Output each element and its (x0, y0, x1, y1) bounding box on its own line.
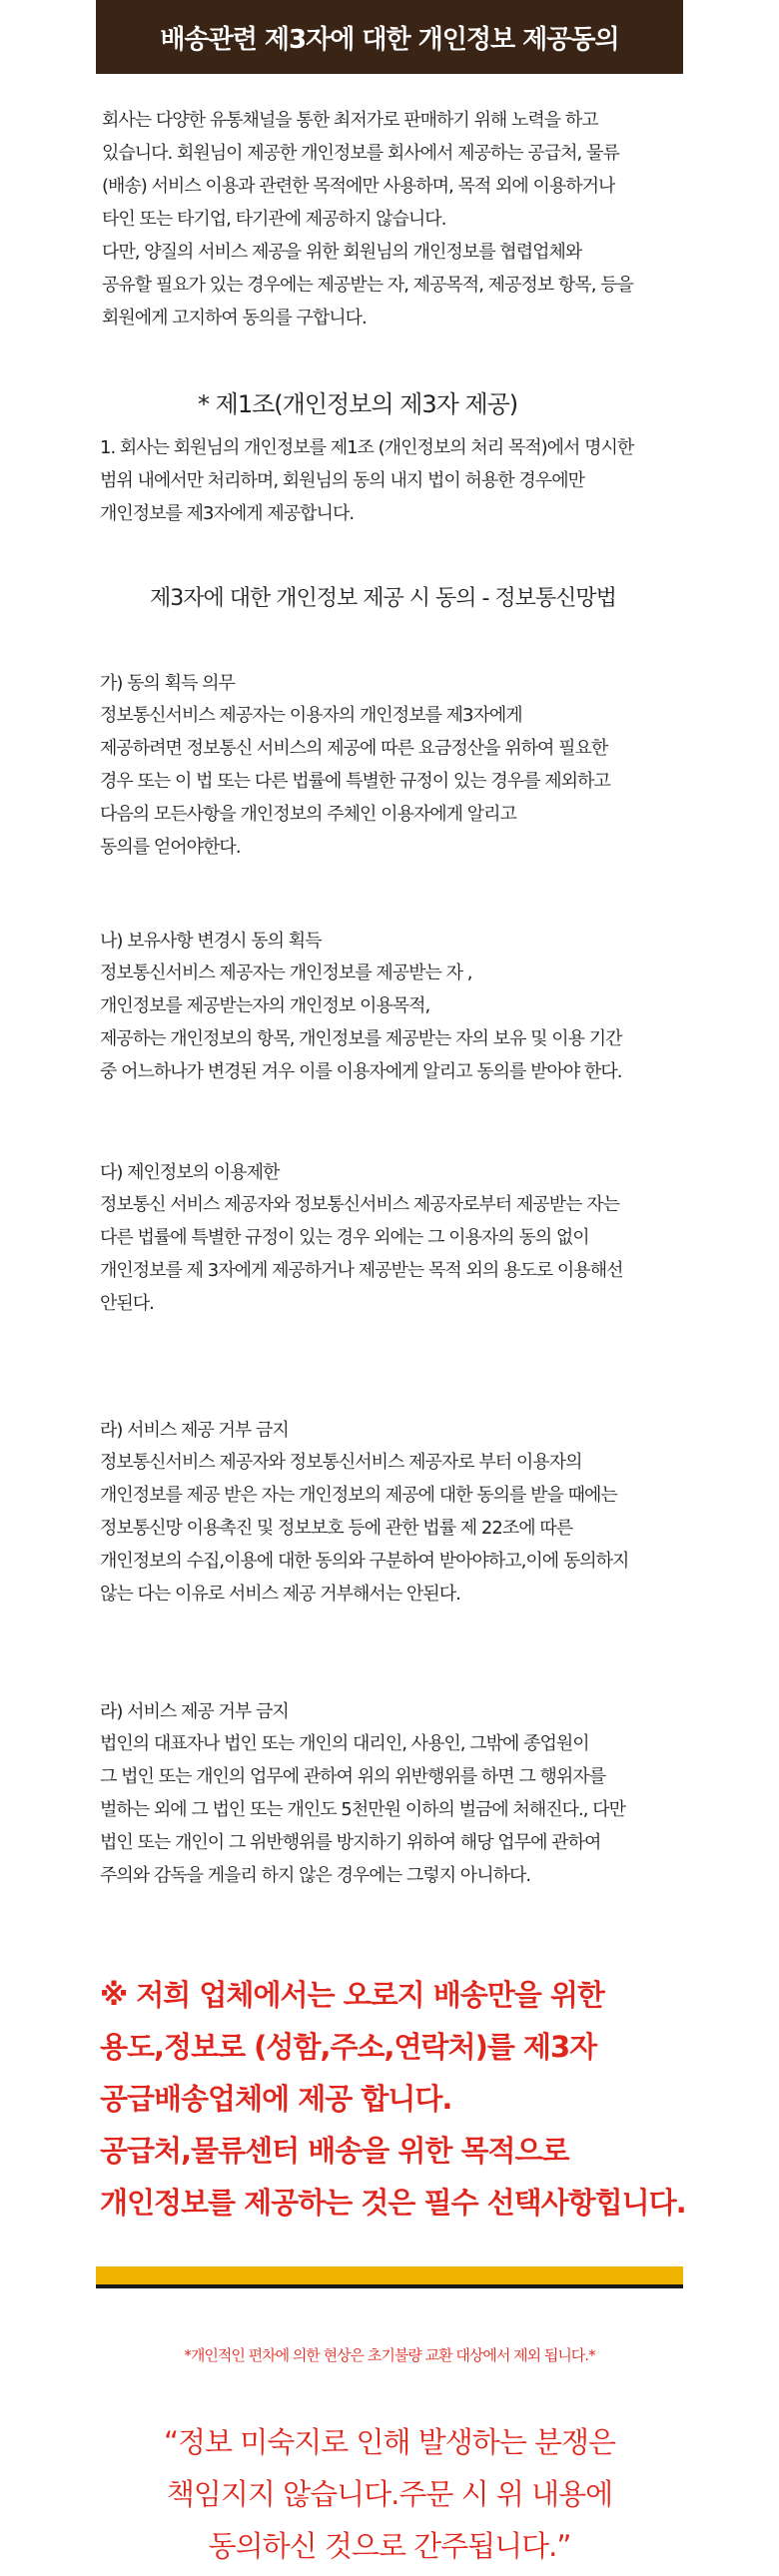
intro-line: 회사는 다양한 유통채널을 통한 최저가로 판매하기 위해 노력을 하고 (102, 110, 598, 131)
article1-line: 1. 회사는 회원님의 개인정보를 제1조 (개인정보의 처리 목적)에서 명시한 (100, 437, 634, 458)
divider-bar (96, 2266, 683, 2288)
intro-line: (배송) 서비스 이용과 관련한 목적에만 사용하며, 목적 외에 이용하거나 (102, 176, 615, 197)
notice-line: 공급배송업체에 제공 합니다. (100, 2082, 452, 2116)
section-d-title: 라) 서비스 제공 거부 금지 (100, 1420, 289, 1441)
section-b-line: 개인정보를 제공받는자의 개인정보 이용목적, (100, 995, 430, 1016)
notice-line: 개인정보를 제공하는 것은 필수 선택사항힙니다. (100, 2186, 686, 2220)
section-e-body (100, 1727, 625, 1892)
section-d-line: 개인정보를 제공 받은 자는 개인정보의 제공에 대한 동의를 받을 때에는 (100, 1485, 617, 1506)
section-b-line: 중 어느하나가 변경된 겨우 이를 이용자에게 알리고 동의를 받아야 한다. (100, 1061, 622, 1082)
section-c-line: 안된다. (100, 1293, 154, 1314)
section-a-line: 경우 또는 이 법 또는 다른 법률에 특별한 규정이 있는 경우를 제외하고 (100, 771, 610, 792)
section-c-line: 정보통신 서비스 제공자와 정보통신서비스 제공자로부터 제공받는 자는 (100, 1194, 619, 1215)
section-a-line: 다음의 모든사항을 개인정보의 주체인 이용자에게 알리고 (100, 804, 516, 825)
intro-line: 다만, 양질의 서비스 제공을 위한 회원님의 개인정보를 협렵업체와 (102, 242, 582, 263)
section-a-line: 정보통신서비스 제공자는 이용자의 개인정보를 제3자에게 (100, 705, 522, 726)
intro-line: 회원에게 고지하여 동의를 구합니다. (102, 308, 367, 328)
intro-paragraph (102, 104, 633, 334)
section-b-line: 정보통신서비스 제공자는 개인정보를 제공받는 자 , (100, 963, 472, 983)
section-d-body (100, 1446, 628, 1610)
section-e-line: 주의와 감독을 게을리 하지 않은 경우에는 그렇지 아니하다. (100, 1865, 531, 1886)
section-a-body (100, 699, 610, 864)
quote-line: 책임지지 않습니다.주문 시 위 내용에 (166, 2477, 613, 2511)
section-c-title: 다) 제인정보의 이용제한 (100, 1162, 280, 1183)
quote-line: 동의하신 것으로 간주됩니다.” (208, 2529, 571, 2563)
intro-line: 있습니다. 회원님이 제공한 개인정보를 회사에서 제공하는 공급처, 물류 (102, 143, 619, 164)
delivery-notice (100, 1969, 686, 2229)
section-b-line: 제공하는 개인정보의 항목, 개인정보를 제공받는 자의 보유 및 이용 기간 (100, 1028, 622, 1049)
section-d-line: 정보통신망 이용촉진 및 정보보호 등에 관한 법률 제 22조에 따른 (100, 1518, 573, 1539)
page-title-banner (96, 0, 683, 74)
notice-line: 용도,정보로 (성함,주소,연락처)를 제3자 (100, 2030, 597, 2064)
section-e-line: 법인 또는 개인이 그 위반행위를 방지하기 위하여 해당 업무에 관하여 (100, 1832, 601, 1853)
section-e-title: 라) 서비스 제공 거부 금지 (100, 1701, 289, 1722)
article1-heading: * 제1조(개인정보의 제3자 제공) (198, 390, 518, 418)
section-a-line: 제공하려면 정보통신 서비스의 제공에 따른 요금정산을 위하여 필요한 (100, 738, 608, 759)
intro-line: 공유할 필요가 있는 경우에는 제공받는 자, 제공목적, 제공정보 항목, 등을 (102, 275, 633, 296)
section-c-line: 개인정보를 제 3자에게 제공하거나 제공받는 목적 외의 용도로 이용해선 (100, 1260, 623, 1281)
section-e-line: 벌하는 외에 그 법인 또는 개인도 5천만원 이하의 벌금에 처해진다., 다만 (100, 1799, 625, 1820)
quote-line: “정보 미숙지로 인해 발생하는 분쟁은 (163, 2425, 616, 2459)
article1-line: 범위 내에서만 처리하며, 회원님의 동의 내지 법이 허용한 경우에만 (100, 470, 584, 491)
section-a-line: 동의를 얻어야한다. (100, 837, 241, 858)
section-a-title: 가) 동의 획득 의무 (100, 673, 235, 694)
article1-line: 개인정보를 제3자에게 제공합니다. (100, 503, 355, 524)
law-heading: 제3자에 대한 개인정보 제공 시 동의 - 정보통신망법 (150, 586, 616, 611)
disclaimer-quote (0, 2416, 779, 2572)
section-d-line: 않는 다는 이유로 서비스 제공 거부해서는 안된다. (100, 1584, 460, 1605)
section-b-body (100, 957, 621, 1088)
section-b-title: 나) 보유사항 변경시 동의 획득 (100, 931, 322, 952)
notice-line: ※ 저희 업체에서는 오로지 배송만을 위한 (100, 1978, 604, 2012)
section-e-line: 그 법인 또는 개인의 업무에 관하여 위의 위반행위를 하면 그 행위자를 (100, 1766, 606, 1787)
section-e-line: 법인의 대표자나 법인 또는 개인의 대리인, 사용인, 그밖에 종업원이 (100, 1733, 589, 1754)
page-title: 배송관련 제3자에 대한 개인정보 제공동의 (160, 24, 619, 55)
section-d-line: 개인정보의 수집,이용에 대한 동의와 구분하여 받아야하고,이에 동의하지 (100, 1551, 629, 1572)
intro-line: 타인 또는 타기업, 타기관에 제공하지 않습니다. (102, 209, 446, 230)
article1-paragraph (100, 431, 633, 530)
section-c-body (100, 1188, 622, 1320)
section-d-line: 정보통신서비스 제공자와 정보통신서비스 제공자로 부터 이용자의 (100, 1452, 582, 1473)
notice-line: 공급처,물류센터 배송을 위한 목적으로 (100, 2134, 569, 2168)
exchange-footnote: *개인적인 편차에 의한 현상은 초기불량 교환 대상에서 제외 됩니다.* (184, 2346, 595, 2364)
section-c-line: 다른 법률에 특별한 규정이 있는 경우 외에는 그 이용자의 동의 없이 (100, 1227, 589, 1248)
